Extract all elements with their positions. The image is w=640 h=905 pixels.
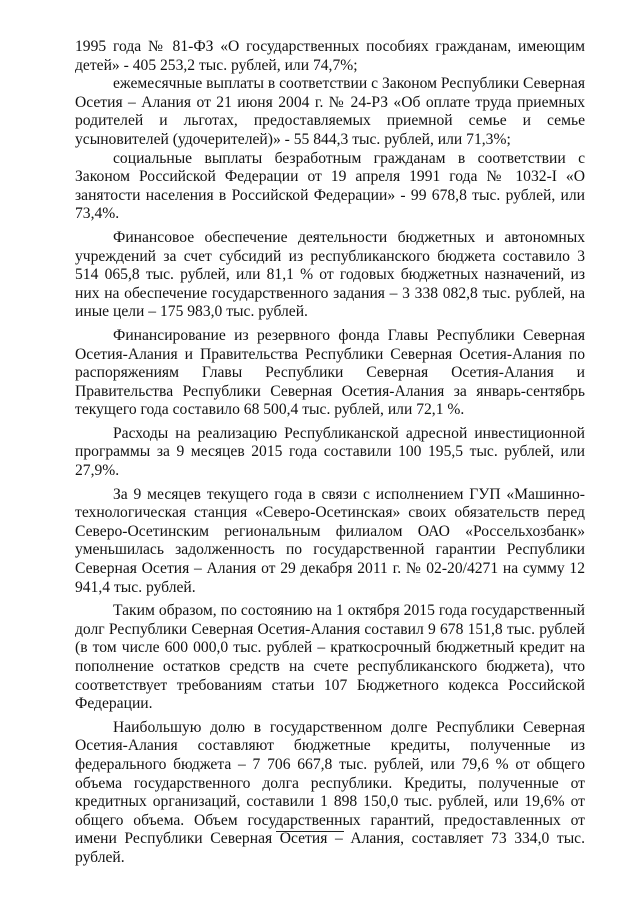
paragraph-institution-financing: Финансовое обеспечение деятельности бюджетных и автономных учреждений за счет субсидий из республиканского бюджета составило 3 514 065,8 тыс. рублей, или 81,1 % от годовых бюджетных назначений, из них на обеспечение государственного задания – 3 338 082,8 тыс. рублей, на иные цели – 175 983,0 тыс. рублей.	[75, 228, 585, 321]
paragraph-debt-structure: Наибольшую долю в государственном долге Республики Северная Осетия-Алания составляют бюджетные кредиты, полученные из федерального бюджета – 7 706 667,8 тыс. рублей, или 79,6 % от общего объема государственного долга республики. Кредиты, полученные от кредитных организаций, составили 1 898 150,0 тыс. рублей, или 19,6% от общего объема. Объем государственных гарантий, предоставленных от имени Республики Северная Осетия – Алания, составляет 73 334,0 тыс. рублей.	[75, 718, 585, 866]
paragraph-unemployment-payments: социальные выплаты безработным гражданам в соответствии с Законом Российской Федерации от 19 апреля 1991 года № 1032-I «О занятости населения в Российской Федерации» - 99 678,8 тыс. рублей, или 73,4%.	[75, 149, 585, 223]
paragraph-guarantee-debt: За 9 месяцев текущего года в связи с исполнением ГУП «Машинно-технологическая станция «Северо-Осетинская» своих обязательств перед Северо-Осетинским региональным филиалом ОАО «Россельхозбанк» уменьшилась задолженность по государственной гарантии Республики Северная Осетия – Алания от 29 декабря 2011 г. № 02-20/4271 на сумму 12 941,4 тыс. рублей.	[75, 485, 585, 596]
paragraph-reserve-fund: Финансирование из резервного фонда Главы Республики Северная Осетия-Алания и Правительства Республики Северная Осетия-Алания по распоряжениям Главы Республики Северная Осетия-Алания и Правительства Республики Северная Осетия-Алания за январь-сентябрь текущего года составило 68 500,4 тыс. рублей, или 72,1 %.	[75, 326, 585, 419]
paragraph-monthly-payments: ежемесячные выплаты в соответствии с Законом Республики Северная Осетия – Алания от 21 июня 2004 г. № 24-РЗ «Об оплате труда приемных родителей и льготах, предоставляемых приемной семье и семье усыновителей (удочерителей)» - 55 844,3 тыс. рублей, или 71,3%;	[75, 75, 585, 148]
document-page	[75, 38, 585, 868]
paragraph-investment-program: Расходы на реализацию Республиканской адресной инвестиционной программы за 9 месяцев 2015 года составили 100 195,5 тыс. рублей, или 27,9%.	[75, 424, 585, 480]
paragraph-benefits-families: 1995 года № 81-ФЗ «О государственных пособиях гражданам, имеющим детей» - 405 253,2 тыс. рублей, или 74,7%;	[75, 38, 585, 74]
paragraph-state-debt-total: Таким образом, по состоянию на 1 октября 2015 года государственный долг Республики Северная Осетия-Алания составил 9 678 151,8 тыс. рублей (в том числе 600 000,0 тыс. рублей – краткосрочный бюджетный кредит на пополнение остатков средств на счете республиканского бюджета), что соответствует требованиям статьи 107 Бюджетного кодекса Российской Федерации.	[75, 602, 585, 713]
footer-divider-line	[276, 831, 344, 832]
